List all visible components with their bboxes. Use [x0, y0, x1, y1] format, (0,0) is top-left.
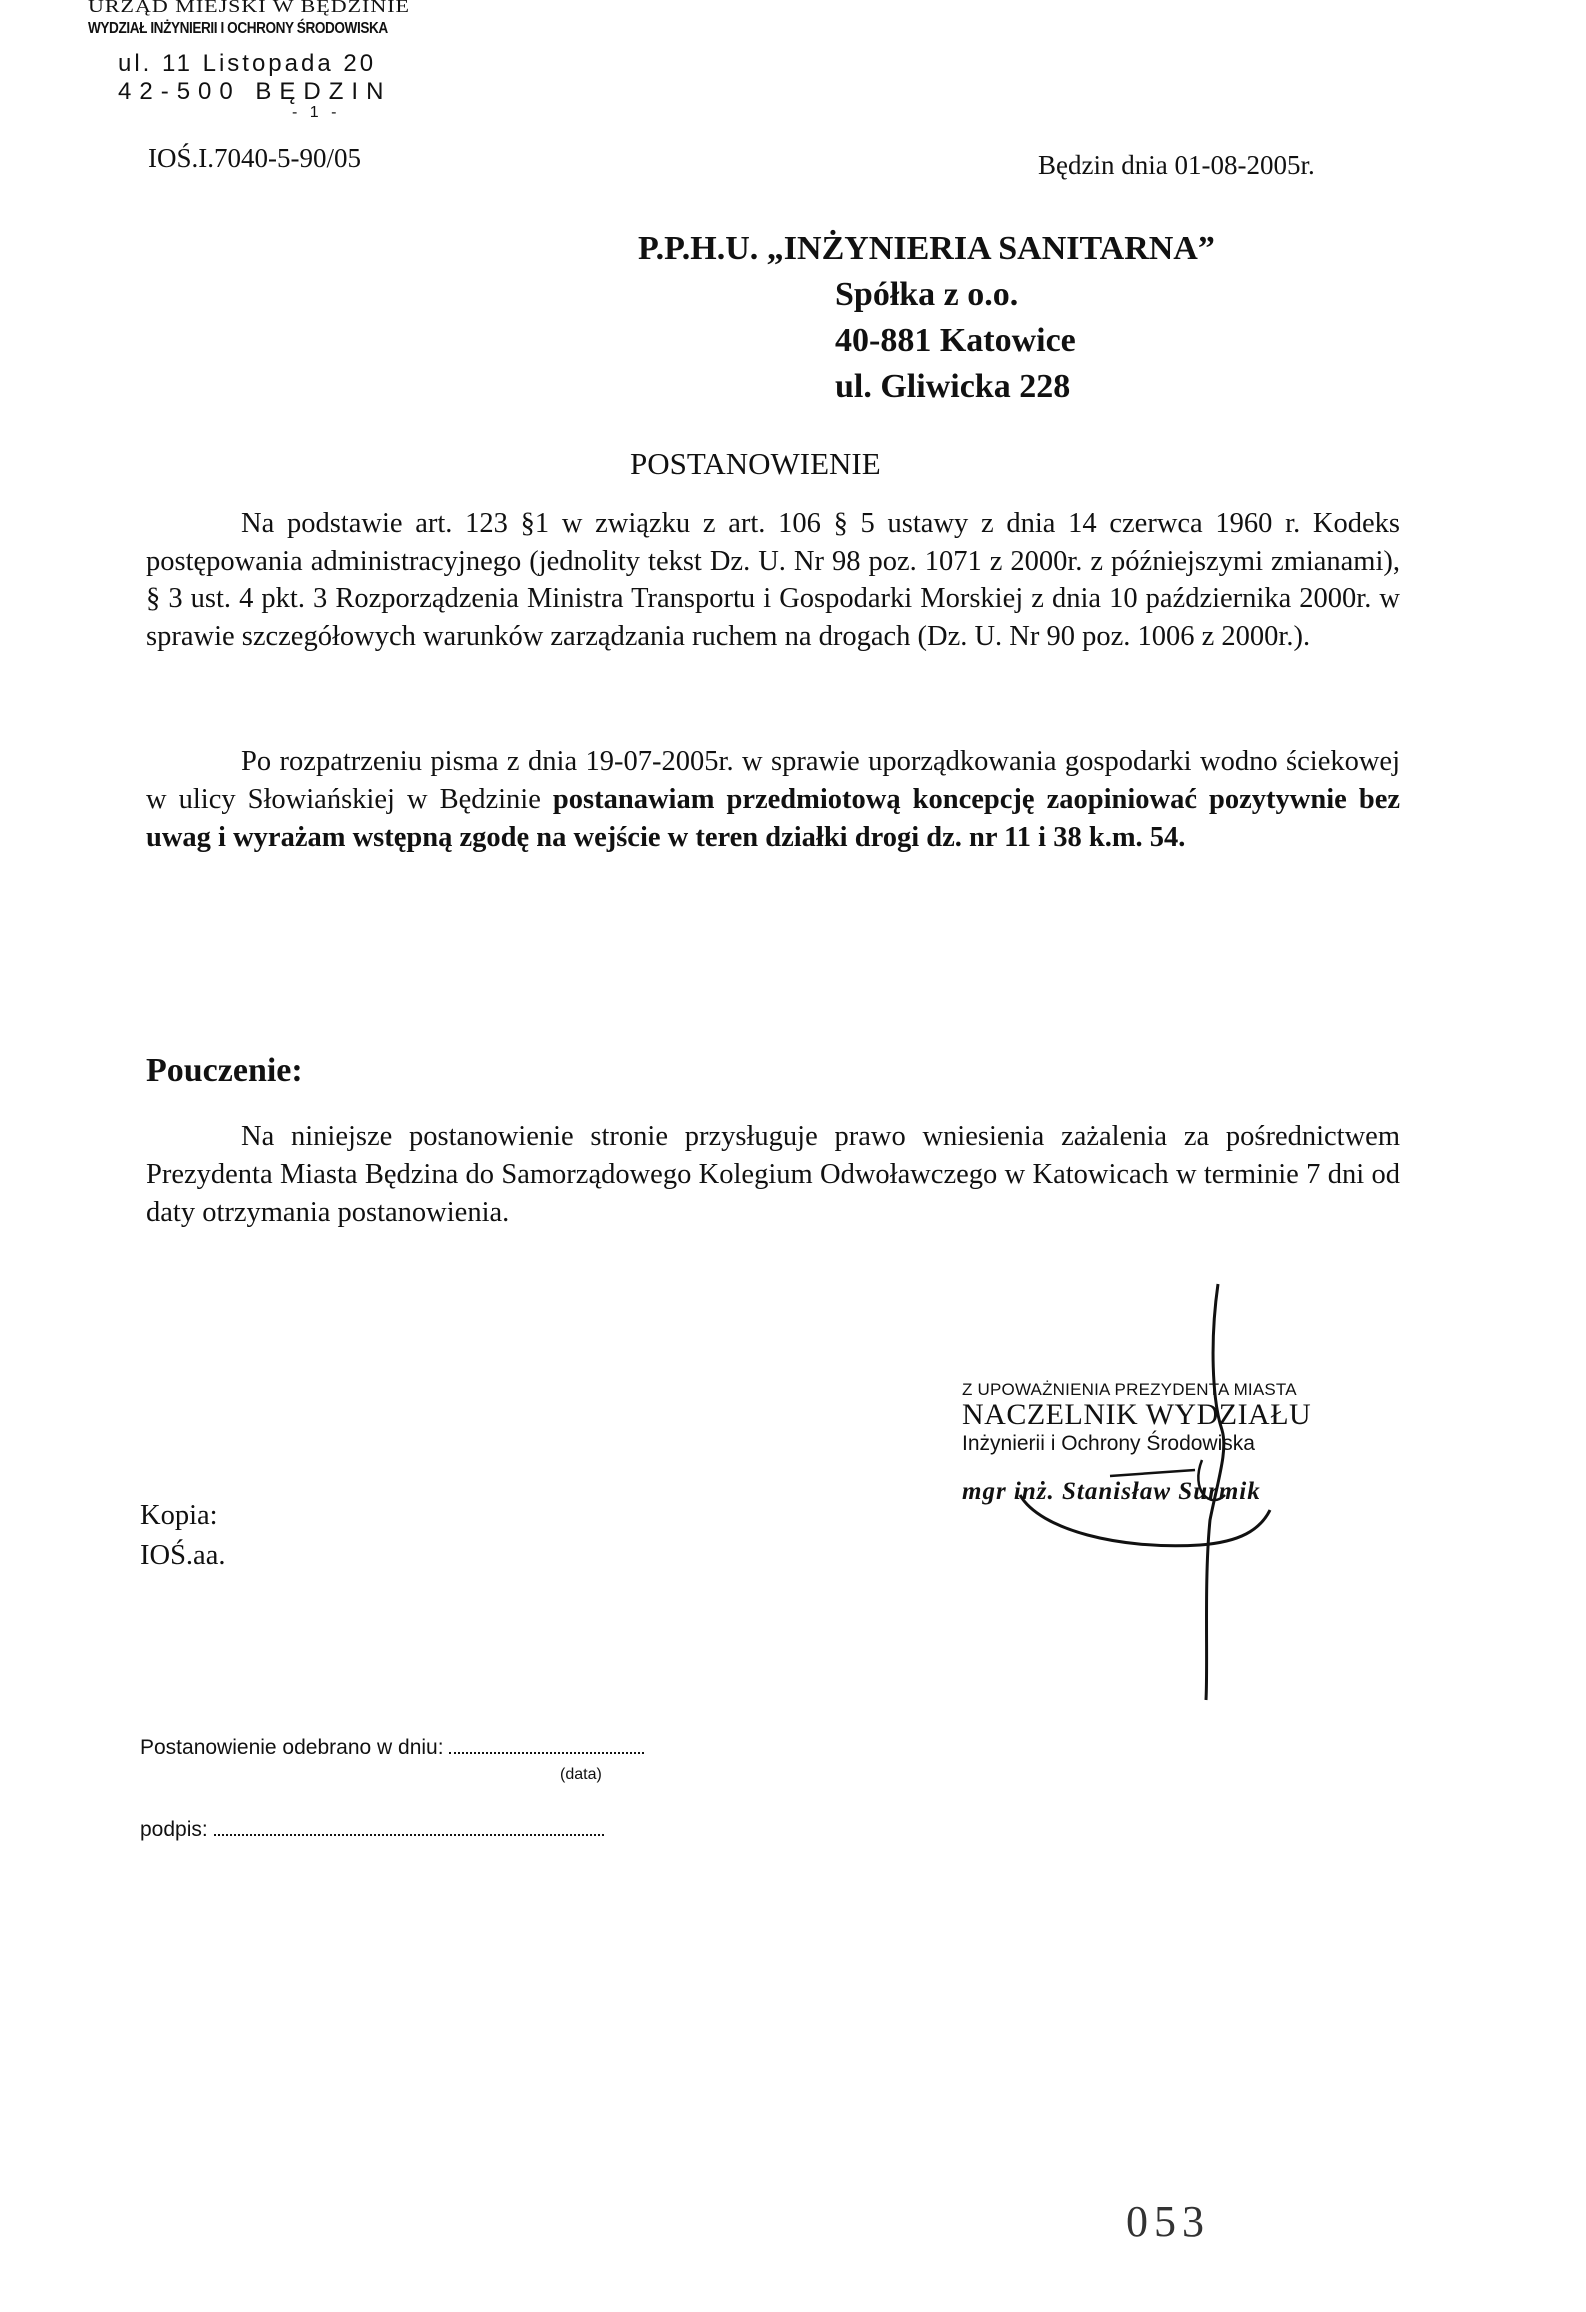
stamp-office-name: URZĄD MIEJSKI W BĘDZINIE — [88, 0, 410, 16]
signature-stamp-name: mgr inż. Stanisław Surmik — [962, 1478, 1261, 1505]
stamp-department-name: WYDZIAŁ INŻYNIERII I OCHRONY ŚRODOWISKA — [88, 20, 388, 37]
stamp-page-marker: - 1 - — [292, 104, 341, 121]
signature-stamp-authorization: Z UPOWAŻNIENIA PREZYDENTA MIASTA — [962, 1380, 1297, 1399]
stamp-city: 42-500 BĘDZIN — [118, 78, 392, 105]
receipt-date-caption: (data) — [560, 1766, 602, 1783]
document-title: POSTANOWIENIE — [630, 446, 881, 481]
receipt-signature-line[interactable] — [214, 1814, 604, 1836]
decision-intro-text: Po rozpatrzeniu pisma z dnia 19-07-2005r. w sprawie uporządkowania gospodarki wodno ściekowej w ulicy Słowiańskiej w Będzinie — [146, 746, 1400, 815]
reference-number: IOŚ.I.7040-5-90/05 — [148, 143, 361, 173]
copy-recipient: IOŚ.aa. — [140, 1540, 226, 1571]
stamp-street: ul. 11 Listopada 20 — [118, 50, 377, 77]
receipt-signature-label: podpis: — [140, 1818, 208, 1841]
recipient-street: ul. Gliwicka 228 — [835, 368, 1071, 405]
receipt-signature-row — [140, 1814, 604, 1842]
signature-stamp-position: NACZELNIK WYDZIAŁU — [962, 1398, 1312, 1431]
page-number: 053 — [1126, 2197, 1210, 2246]
instruction-heading: Pouczenie: — [146, 1052, 303, 1089]
receipt-date-row — [140, 1732, 644, 1760]
receipt-date-line[interactable] — [449, 1732, 644, 1754]
place-and-date: Będzin dnia 01-08-2005r. — [1038, 150, 1315, 180]
instruction-paragraph: Na niniejsze postanowienie stronie przysługuje prawo wniesienia zażalenia za pośrednictwem Prezydenta Miasta Będzina do Samorządowego Kolegium Odwoławczego w Katowicach w terminie 7 dni od daty otrzymania postanowienia. — [146, 1121, 1400, 1228]
decision-ruling-text: postanawiam przedmiotową koncepcję zaopiniować pozytywnie bez uwag i wyrażam wstępną zgodę na wejście w teren działki drogi dz. nr 11 i 38 k.m. 54. — [146, 784, 1400, 853]
legal-basis-paragraph: Na podstawie art. 123 §1 w związku z art. 106 § 5 ustawy z dnia 14 czerwca 1960 r. Kodeks postępowania administracyjnego (jednolity tekst Dz. U. Nr 98 poz. 1071 z 2000r. z późniejszymi zmianami), § 3 ust. 4 pkt. 3 Rozporządzenia Ministra Transportu i Gospodarki Morskiej z dnia 10 października 2000r. w sprawie szczegółowych warunków zarządzania ruchem na drogach (Dz. U. Nr 90 poz. 1006 z 2000r.). — [146, 508, 1400, 652]
decision-paragraph — [146, 743, 1400, 857]
receipt-date-label: Postanowienie odebrano w dniu: — [140, 1736, 444, 1759]
copy-label: Kopia: — [140, 1500, 218, 1531]
recipient-company-type: Spółka z o.o. — [835, 276, 1019, 313]
signature-stamp-department: Inżynierii i Ochrony Środowiska — [962, 1432, 1255, 1455]
recipient-postal-city: 40-881 Katowice — [835, 322, 1076, 359]
recipient-company: P.P.H.U. „INŻYNIERIA SANITARNA” — [638, 230, 1215, 267]
